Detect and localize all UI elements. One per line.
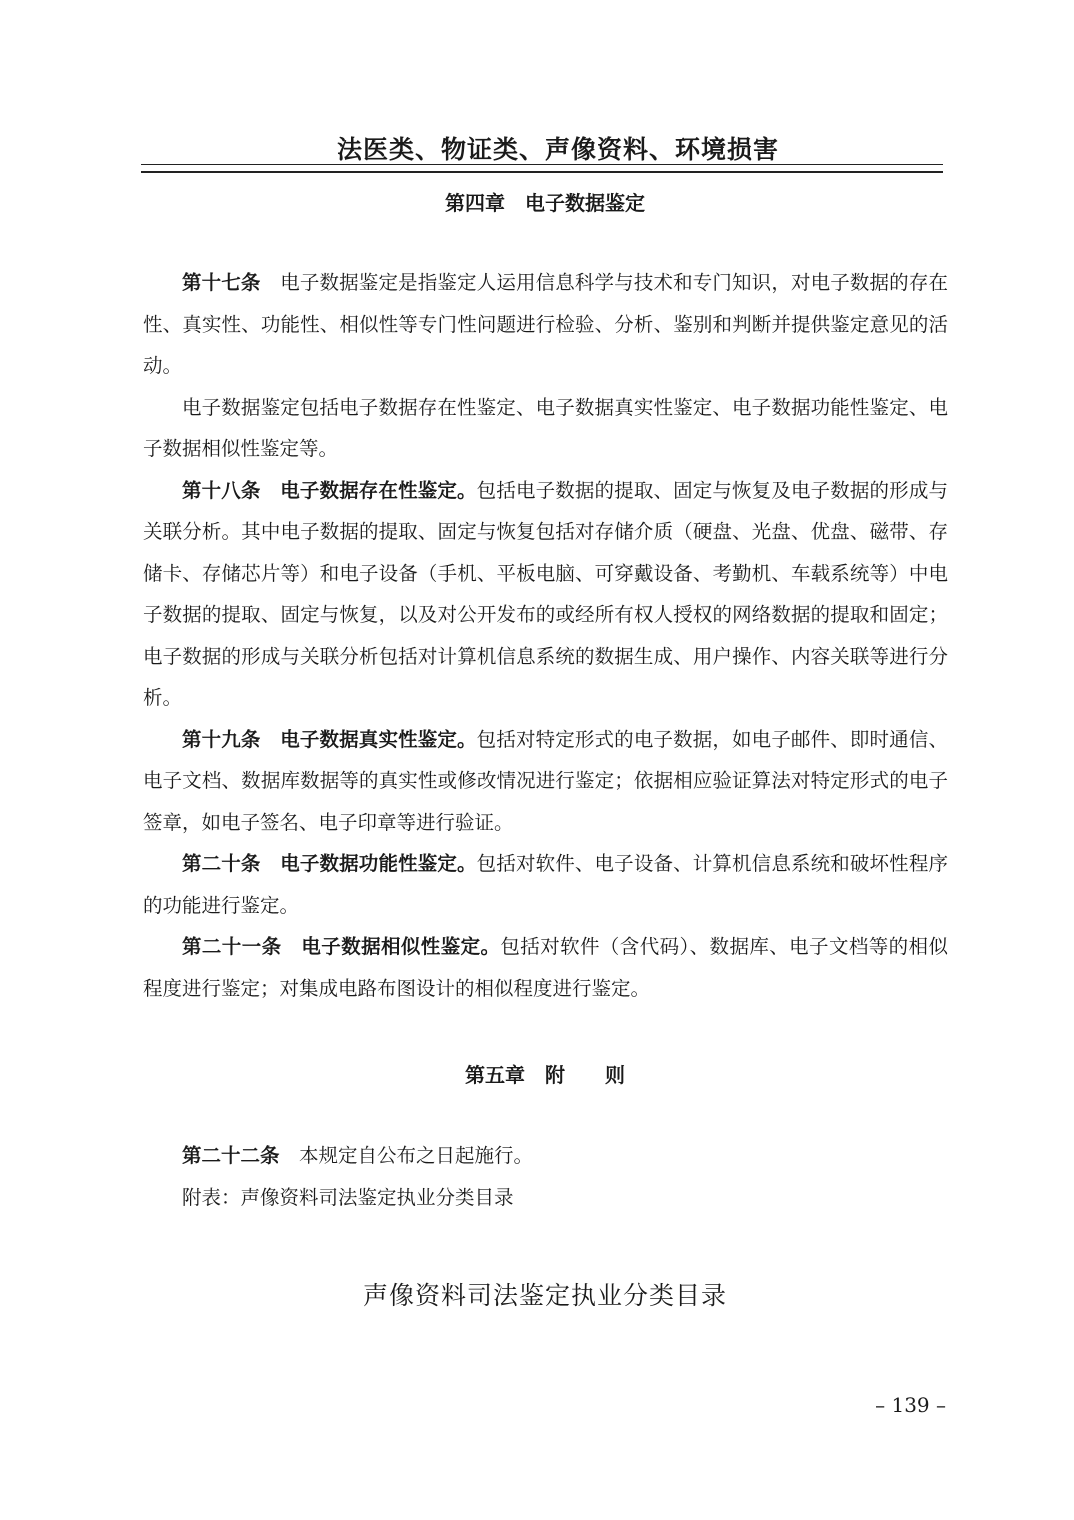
running-header: 法医类、物证类、声像资料、环境损害 (336, 135, 779, 164)
chapter-4-title: 第四章 电子数据鉴定 (445, 191, 645, 215)
article-17 (143, 262, 948, 387)
article-number: 第二十二条 (182, 1144, 280, 1167)
header-rule-thick (141, 171, 943, 173)
chapter-4-body (143, 262, 948, 1009)
article-21 (143, 926, 948, 1009)
article-19 (143, 719, 948, 844)
article-text: 包括对特定形式的电子数据，如电子邮件、即时通信、电子文档、数据库数据等的真实性或修改情况进行鉴定；依据相应验证算法对特定形式的电子签章，如电子签名、电子印章等进行验证。 (143, 727, 948, 834)
article-17-continuation (143, 387, 948, 470)
page-number: – 139 – (875, 1393, 946, 1417)
article-text: 包括对软件、电子设备、计算机信息系统和破坏性程序的功能进行鉴定。 (143, 852, 948, 917)
article-heading: 电子数据存在性鉴定。 (280, 478, 477, 502)
article-number: 第十九条 (182, 727, 261, 751)
catalog-title: 声像资料司法鉴定执业分类目录 (362, 1281, 727, 1310)
article-text: 电子数据鉴定包括电子数据存在性鉴定、电子数据真实性鉴定、电子数据功能性鉴定、电子数据相似性鉴定等。 (143, 395, 948, 460)
article-20 (143, 843, 948, 926)
chapter-5-title: 第五章 附 则 (465, 1063, 625, 1087)
article-number: 第十七条 (182, 271, 261, 294)
article-number: 第十八条 (182, 478, 261, 502)
article-heading: 电子数据功能性鉴定。 (280, 852, 477, 875)
attachment-text: 附表：声像资料司法鉴定执业分类目录 (182, 1185, 514, 1209)
article-text: 包括电子数据的提取、固定与恢复及电子数据的形成与关联分析。其中电子数据的提取、固定与恢复包括对存储介质（硬盘、光盘、优盘、磁带、存储卡、存储芯片等）和电子设备（手机、平板电脑、可穿戴设备、考勤机、车载系统等）中电子数据的提取、固定与恢复，以及对公开发布的或经所有权人授权的网络数据的提取和固定；电子数据的形成与关联分析包括对计算机信息系统的数据生成、用户操作、内容关联等进行分析。 (143, 478, 948, 709)
article-22 (143, 1135, 948, 1177)
article-heading: 电子数据相似性鉴定。 (301, 935, 501, 958)
article-number: 第二十条 (182, 852, 261, 875)
article-18 (143, 470, 948, 719)
article-number: 第二十一条 (182, 935, 282, 958)
article-text: 包括对软件（含代码）、数据库、电子文档等的相似程度进行鉴定；对集成电路布图设计的相似程度进行鉴定。 (143, 935, 948, 1000)
article-text: 电子数据鉴定是指鉴定人运用信息科学与技术和专门知识，对电子数据的存在性、真实性、功能性、相似性等专门性问题进行检验、分析、鉴别和判断并提供鉴定意见的活动。 (143, 271, 948, 377)
chapter-5-body (143, 1135, 948, 1218)
article-text: 本规定自公布之日起施行。 (299, 1144, 534, 1167)
header-rule-thin (141, 164, 943, 165)
attachment-note (143, 1177, 948, 1219)
article-heading: 电子数据真实性鉴定。 (280, 727, 477, 751)
